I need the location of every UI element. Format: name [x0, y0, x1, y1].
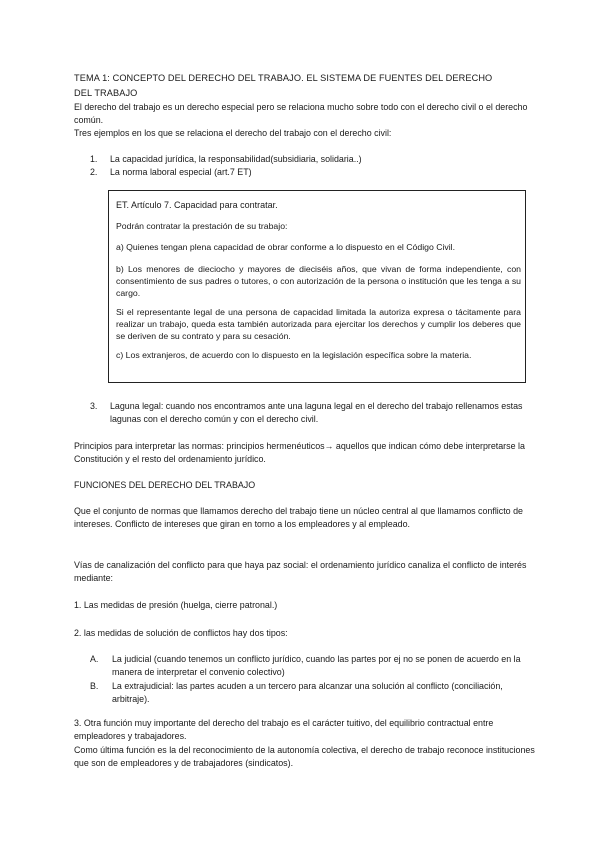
- principles-paragraph: Principios para interpretar las normas: principios hermenéuticos→ aquellos que indican cómo debe interpretarse la Constitución y el resto del ordenamiento jurídico.: [74, 441, 525, 464]
- list-item-text: La capacidad jurídica, la responsabilidad(subsidiaria, solidaria..): [110, 154, 362, 164]
- list-item-text: La norma laboral especial (art.7 ET): [110, 167, 252, 177]
- sub-list-item-letter: B.: [90, 681, 99, 691]
- article-clause-c: c) Los extranjeros, de acuerdo con lo dispuesto en la legislación específica sobre la materia.: [116, 350, 472, 360]
- examples-lead: Tres ejemplos en los que se relaciona el derecho del trabajo con el derecho civil:: [74, 128, 392, 138]
- functions-paragraph: Que el conjunto de normas que llamamos derecho del trabajo tiene un núcleo central al que llamamos conflicto de intereses. Conflicto de intereses que giran en torno a los empleadores y al empleado.: [74, 506, 523, 529]
- list-item-number: 3.: [90, 401, 98, 411]
- solution-measures-item: 2. las medidas de solución de conflictos hay dos tipos:: [74, 628, 288, 638]
- article-clause-b-paragraph: Si el representante legal de una persona de capacidad limitada la autoriza expresa o tácitamente para realizar un trabajo, queda esta también autorizada para ejercitar los derechos y cumplir los deberes que se deriven de su contrato y para su cesación.: [116, 307, 521, 341]
- list-item-number: 1.: [90, 154, 98, 164]
- article-heading: ET. Artículo 7. Capacidad para contratar.: [116, 200, 278, 210]
- intro-paragraph: El derecho del trabajo es un derecho especial pero se relaciona mucho sobre todo con el derecho civil o el derecho común.: [74, 102, 528, 125]
- pressure-measures-item: 1. Las medidas de presión (huelga, cierre patronal.): [74, 600, 278, 610]
- page-title: TEMA 1: CONCEPTO DEL DERECHO DEL TRABAJO. EL SISTEMA DE FUENTES DEL DERECHO DEL TRABAJO: [74, 73, 493, 98]
- sub-list-item-text: La judicial (cuando tenemos un conflicto jurídico, cuando las partes por ej no se ponen de acuerdo en la manera de interpretar el convenio colectivo): [112, 654, 521, 677]
- sub-list-item-text: La extrajudicial: las partes acuden a un tercero para alcanzar una solución al conflicto (conciliación, arbitraje).: [112, 681, 503, 704]
- channels-paragraph: Vías de canalización del conflicto para que haya paz social: el ordenamiento jurídico canaliza el conflicto de interés mediante:: [74, 560, 527, 583]
- article-clause-a: a) Quienes tengan plena capacidad de obrar conforme a lo dispuesto en el Código Civil.: [116, 242, 456, 252]
- list-item-number: 2.: [90, 167, 98, 177]
- article-7-box: [108, 190, 526, 383]
- list-item-text: Laguna legal: cuando nos encontramos ante una laguna legal en el derecho del trabajo rellenamos estas lagunas con el derecho común y con el derecho civil.: [110, 401, 523, 424]
- section-heading: FUNCIONES DEL DERECHO DEL TRABAJO: [74, 480, 256, 490]
- protective-function-paragraph: 3. Otra función muy importante del derecho del trabajo es el carácter tuitivo, del equilibrio contractual entre empleadores y trabajadores.: [74, 718, 494, 741]
- article-lead: Podrán contratar la prestación de su trabajo:: [116, 221, 288, 231]
- sub-list-item-letter: A.: [90, 654, 99, 664]
- article-clause-b: b) Los menores de dieciocho y mayores de dieciséis años, que vivan de forma independiente, con consentimiento de sus padres o tutores, o con autorización de la persona o institución que les tenga a su cargo.: [116, 264, 521, 298]
- collective-autonomy-paragraph: Como última función es la del reconocimiento de la autonomía colectiva, el derecho de trabajo reconoce instituciones que son de empleadores y de trabajadores (sindicatos).: [74, 745, 535, 768]
